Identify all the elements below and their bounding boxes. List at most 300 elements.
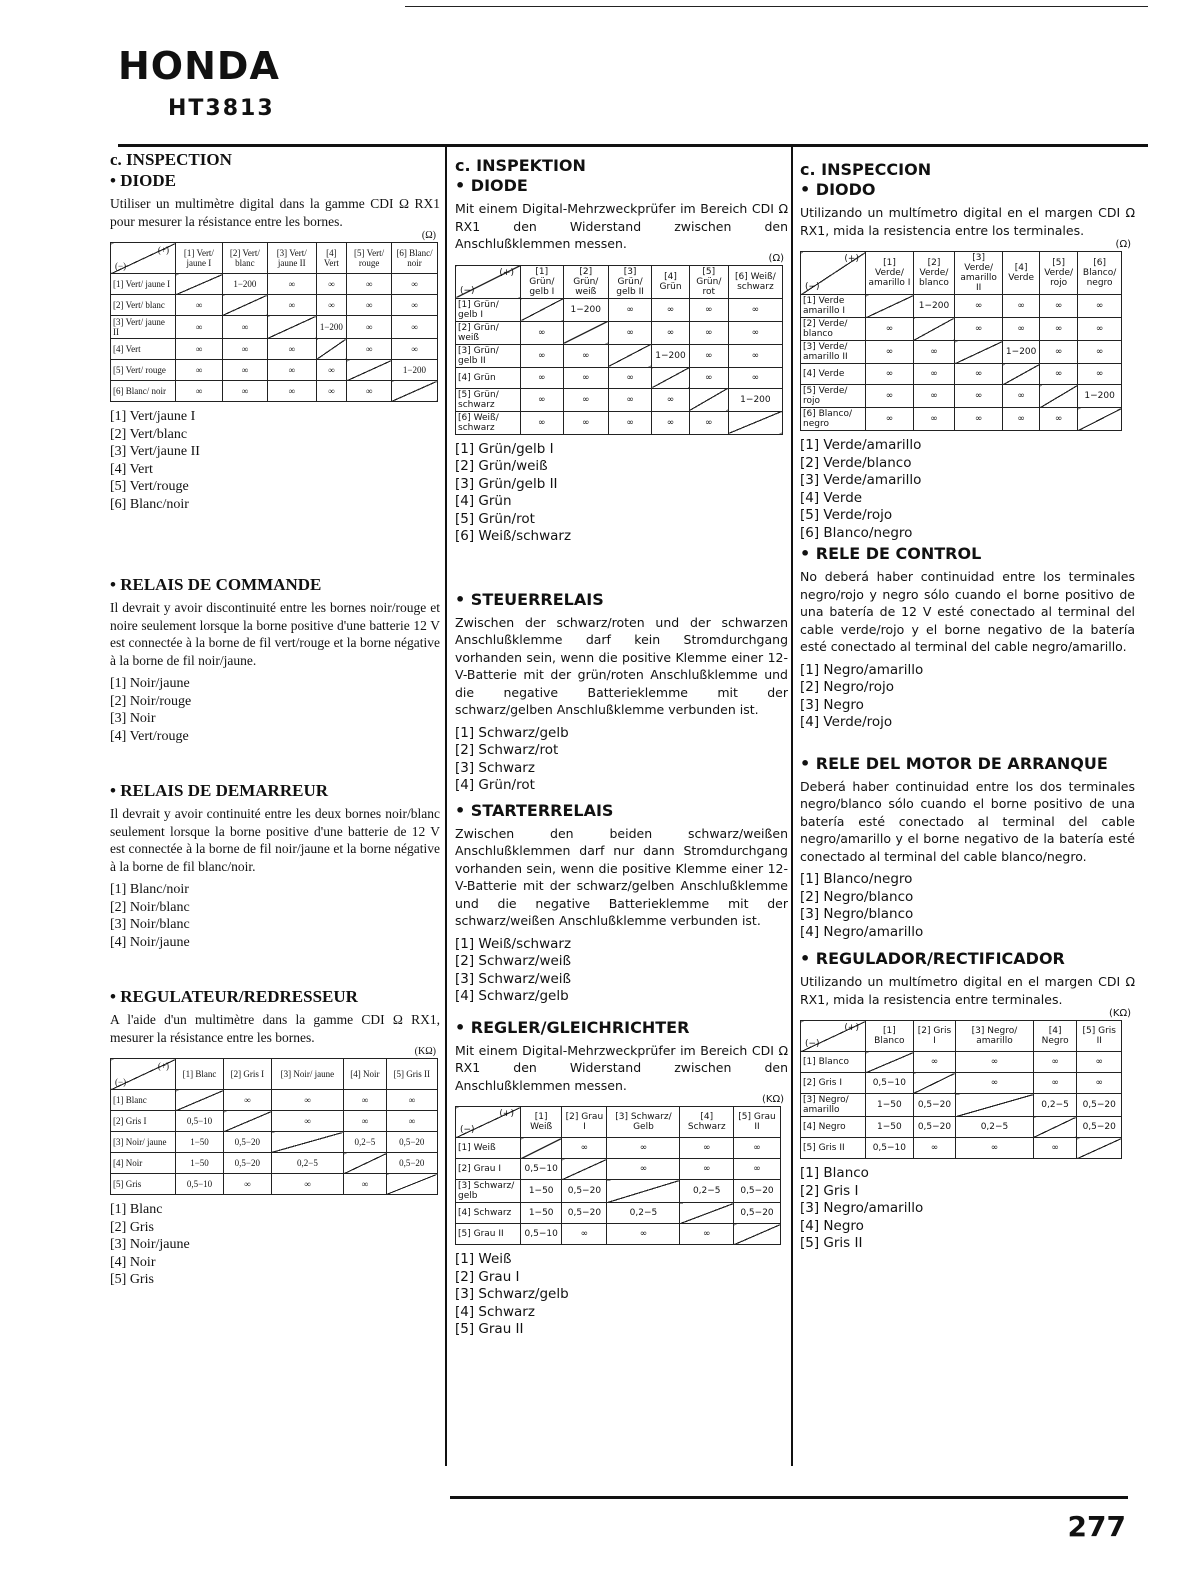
regulator-title: • REGLER/GLEICHRICHTER (455, 1017, 690, 1037)
value-cell: ∞ (344, 1090, 386, 1111)
column-header: [6] Blanc/ noir (391, 243, 437, 274)
value-cell: 0,5−20 (224, 1153, 272, 1174)
column-header: [5] Vert/ rouge (347, 243, 392, 274)
value-cell: ∞ (955, 295, 1003, 318)
value-cell: ∞ (1040, 295, 1078, 318)
regulator-legend (110, 1201, 440, 1289)
diode-legend (110, 408, 440, 513)
row-header: [5] Vert/ rouge (111, 360, 176, 381)
minus-label: (−) (460, 1125, 475, 1135)
value-cell: ∞ (1040, 341, 1078, 364)
value-cell: ∞ (563, 388, 608, 411)
value-cell: 0,5−10 (176, 1174, 224, 1195)
column-header: [1] Weiß (521, 1107, 562, 1138)
value-cell: 0,5−20 (386, 1153, 437, 1174)
value-cell: ∞ (391, 339, 437, 360)
value-cell: ∞ (562, 1138, 607, 1159)
value-cell: ∞ (563, 367, 608, 388)
column-header: [2] Gris I (913, 1021, 956, 1052)
diagonal-cell (652, 367, 690, 388)
value-cell: ∞ (913, 1052, 956, 1073)
legend-item: [2] Grau I (455, 1268, 520, 1285)
value-cell: ∞ (271, 1111, 343, 1132)
diode-title: • DIODO (800, 180, 876, 199)
row-header: [6] Blanc/ noir (111, 381, 176, 402)
diagonal-cell (176, 274, 223, 295)
diagonal-cell (316, 339, 347, 360)
footer-rule (450, 1496, 1128, 1499)
table-corner (801, 1021, 866, 1052)
diagonal-cell (913, 318, 954, 341)
regulator-table (455, 1106, 781, 1245)
legend-item: [3] Schwarz/weiß (455, 970, 572, 987)
value-cell: ∞ (347, 295, 392, 316)
value-cell: ∞ (176, 316, 223, 339)
legend-item: [6] Weiß/schwarz (455, 528, 572, 544)
diode-table (800, 251, 1122, 431)
value-cell: ∞ (521, 411, 564, 434)
legend-item: [5] Grau II (455, 1321, 524, 1337)
column-header: [1] Verde/ amarillo I (866, 252, 914, 295)
value-cell: ∞ (1033, 1052, 1077, 1073)
value-cell: 1−50 (176, 1153, 224, 1174)
row-header: [2] Vert/ blanc (111, 295, 176, 316)
value-cell: ∞ (316, 381, 347, 402)
diagonal-cell (222, 295, 267, 316)
value-cell: ∞ (271, 1174, 343, 1195)
legend-item: [4] Verde/rojo (800, 714, 893, 730)
row-header: [3] Verde/ amarillo II (801, 341, 866, 364)
value-cell: ∞ (728, 367, 782, 388)
column-header: [2] Verde/ blanco (913, 252, 954, 295)
value-cell: ∞ (1078, 318, 1122, 341)
legend-item: [3] Schwarz (455, 759, 535, 776)
legend-item: [4] Grün (455, 493, 512, 509)
row-header: [4] Vert (111, 339, 176, 360)
table-row (801, 1117, 1122, 1138)
diode-legend (800, 437, 1135, 542)
diagonal-cell (224, 1111, 272, 1132)
legend-item: [4] Grün/rot (455, 777, 535, 793)
row-header: [4] Schwarz (456, 1203, 521, 1224)
value-cell: 0,2−5 (1033, 1094, 1077, 1117)
table-row (801, 1052, 1122, 1073)
model-number: HT3813 (168, 96, 275, 121)
starter-relay-legend (110, 881, 440, 951)
top-rule (405, 6, 1148, 7)
value-cell: ∞ (1077, 1052, 1122, 1073)
diagonal-cell (680, 1203, 734, 1224)
legend-item: [3] Negro/blanco (800, 906, 914, 922)
value-cell: 0,5−20 (734, 1203, 781, 1224)
value-cell: ∞ (1033, 1138, 1077, 1159)
value-cell: 1−200 (1078, 385, 1122, 408)
value-cell: 1−200 (316, 316, 347, 339)
legend-item: [5] Grün/rot (455, 510, 535, 527)
legend-item: [4] Vert (110, 461, 153, 477)
value-cell: 0,2−5 (956, 1117, 1034, 1138)
table-row (456, 367, 783, 388)
value-cell: ∞ (1003, 385, 1040, 408)
column-header: [3] Verde/ amarillo II (955, 252, 1003, 295)
row-header: [1] Vert/ jaune I (111, 274, 176, 295)
table-row (801, 341, 1122, 364)
legend-item: [3] Noir/jaune (110, 1237, 190, 1252)
table-row (456, 1180, 781, 1203)
diagonal-cell (1040, 385, 1078, 408)
value-cell: ∞ (913, 1138, 956, 1159)
starter-relay-title: • STARTERRELAIS (455, 800, 614, 820)
table-row (801, 364, 1122, 385)
brand-logo: HONDA (118, 44, 280, 88)
legend-item: [2] Schwarz/weiß (455, 953, 572, 969)
value-cell: 0,2−5 (344, 1132, 386, 1153)
legend-item: [2] Grün/weiß (455, 458, 548, 474)
row-header: [3] Noir/ jaune (111, 1132, 176, 1153)
table-row (111, 1174, 438, 1195)
inspection-title: c. INSPECTION (110, 150, 232, 169)
value-cell: 0,5−20 (562, 1180, 607, 1203)
row-header: [1] Weiß (456, 1138, 521, 1159)
minus-label: (−) (115, 261, 127, 271)
value-cell: ∞ (680, 1224, 734, 1245)
legend-item: [3] Negro (800, 696, 864, 713)
value-cell: 0,5−10 (176, 1111, 224, 1132)
value-cell: ∞ (391, 274, 437, 295)
diagonal-cell (734, 1224, 781, 1245)
value-cell: ∞ (955, 318, 1003, 341)
plus-label: (+) (844, 1023, 859, 1033)
value-cell: ∞ (224, 1174, 272, 1195)
table-row (456, 1203, 781, 1224)
value-cell: 1−50 (176, 1132, 224, 1153)
legend-item: [4] Schwarz/gelb (455, 988, 569, 1004)
row-header: [2] Grün/ weiß (456, 321, 521, 344)
plus-label: (+) (844, 254, 859, 264)
diode-title: • DIODE (455, 176, 528, 195)
row-header: [5] Grün/ schwarz (456, 388, 521, 411)
starter-relay-legend (455, 936, 788, 1006)
value-cell: ∞ (347, 339, 392, 360)
row-header: [1] Grün/ gelb I (456, 298, 521, 321)
row-header: [5] Gris II (801, 1138, 866, 1159)
legend-item: [1] Weiß (455, 1251, 512, 1267)
table-row (456, 388, 783, 411)
column-header: [2] Vert/ blanc (222, 243, 267, 274)
diagonal-cell (1077, 1138, 1122, 1159)
row-header: [1] Verde amarillo I (801, 295, 866, 318)
relay-command-title: • STEUERRELAIS (455, 589, 604, 609)
value-cell: 1−50 (521, 1180, 562, 1203)
value-cell: ∞ (866, 364, 914, 385)
diagonal-cell (344, 1153, 386, 1174)
diagonal-cell (1078, 408, 1122, 431)
row-header: [1] Blanc (111, 1090, 176, 1111)
column-header: [4] Verde (1003, 252, 1040, 295)
column-header: [5] Gris II (386, 1059, 437, 1090)
column-header: [4] Schwarz (680, 1107, 734, 1138)
regulator-text: Utilizando un multímetro digital en el margen CDI Ω RX1, mida la resistencia entre terminales. (800, 974, 1135, 1007)
value-cell: 0,5−10 (521, 1159, 562, 1180)
table-row (111, 295, 438, 316)
diode-title: • DIODE (110, 171, 176, 190)
table-corner (801, 252, 866, 295)
table-corner (456, 1107, 521, 1138)
legend-item: [6] Blanc/noir (110, 496, 189, 512)
plus-label: (+) (157, 1061, 169, 1071)
diagonal-cell (866, 295, 914, 318)
value-cell: 1−200 (652, 344, 690, 367)
value-cell: ∞ (866, 408, 914, 431)
column-spanish (800, 160, 1135, 1253)
relay-command-legend (455, 725, 788, 795)
legend-item: [3] Noir (110, 711, 156, 726)
table-corner (111, 243, 176, 274)
table-row (456, 298, 783, 321)
diagonal-cell (607, 1180, 680, 1203)
value-cell: ∞ (913, 341, 954, 364)
diagonal-cell (728, 411, 782, 434)
diagonal-cell (386, 1174, 437, 1195)
diagonal-cell (347, 360, 392, 381)
table-row (456, 321, 783, 344)
row-header: [3] Negro/ amarillo (801, 1094, 866, 1117)
table-row (456, 411, 783, 434)
legend-item: [1] Vert/jaune I (110, 409, 196, 424)
legend-item: [2] Vert/blanc (110, 426, 188, 442)
value-cell: ∞ (521, 321, 564, 344)
value-cell: ∞ (955, 385, 1003, 408)
starter-relay-legend (800, 871, 1135, 941)
value-cell: ∞ (680, 1159, 734, 1180)
value-cell: ∞ (607, 1159, 680, 1180)
starter-relay-title: • RELAIS DE DEMARREUR (110, 781, 329, 800)
legend-item: [5] Vert/rouge (110, 479, 189, 494)
legend-item: [4] Noir (110, 1254, 156, 1270)
table-row (111, 1153, 438, 1174)
value-cell: ∞ (955, 408, 1003, 431)
value-cell: 0,5−20 (913, 1094, 956, 1117)
value-cell: 0,5−10 (866, 1073, 914, 1094)
value-cell: ∞ (1078, 341, 1122, 364)
value-cell: ∞ (521, 344, 564, 367)
value-cell: ∞ (267, 339, 316, 360)
row-header: [5] Gris (111, 1174, 176, 1195)
row-header: [2] Verde/ blanco (801, 318, 866, 341)
value-cell: ∞ (562, 1224, 607, 1245)
table-row (801, 1073, 1122, 1094)
value-cell: ∞ (267, 295, 316, 316)
regulator-title: • REGULATEUR/REDRESSEUR (110, 987, 358, 1006)
value-cell: 0,2−5 (680, 1180, 734, 1203)
column-header: [5] Verde/ rojo (1040, 252, 1078, 295)
table-row (111, 1111, 438, 1132)
value-cell: ∞ (734, 1138, 781, 1159)
value-cell: 0,5−20 (734, 1180, 781, 1203)
value-cell: ∞ (1078, 295, 1122, 318)
table-row (456, 344, 783, 367)
legend-item: [1] Blanc (110, 1202, 163, 1217)
column-header: [3] Noir/ jaune (271, 1059, 343, 1090)
legend-item: [4] Negro/amarillo (800, 923, 924, 940)
column-header: [2] Grün/ weiß (563, 265, 608, 298)
row-header: [5] Verde/ rojo (801, 385, 866, 408)
table-row (456, 1224, 781, 1245)
table-row (456, 1138, 781, 1159)
value-cell: ∞ (386, 1111, 437, 1132)
diagonal-cell (689, 388, 728, 411)
value-cell: 0,5−20 (386, 1132, 437, 1153)
legend-item: [3] Verde/amarillo (800, 472, 922, 488)
legend-item: [2] Noir/blanc (110, 899, 190, 915)
legend-item: [4] Schwarz (455, 1303, 535, 1320)
column-header: [3] Schwarz/ Gelb (607, 1107, 680, 1138)
starter-relay-text: Zwischen den beiden schwarz/weißen Anschlußklemmen darf nur dann Stromdurchgang vorhanden sein, wenn die positive Klemme einer 12-V-Batterie mit der schwarz/gelben Anschlußklemme und die negative Batterieklemme mit der schwarz/weißen Anschlußklemme verbunden ist. (455, 825, 788, 928)
row-header: [6] Blanco/ negro (801, 408, 866, 431)
value-cell: ∞ (1078, 364, 1122, 385)
value-cell: 1−50 (866, 1117, 914, 1138)
regulator-text: Mit einem Digital-Mehrzweckprüfer im Bereich CDI Ω RX1 den Widerstand zwischen den Anschlußklemmen messen. (455, 1042, 788, 1093)
value-cell: 1−200 (391, 360, 437, 381)
value-cell: 1−200 (913, 295, 954, 318)
value-cell: 1−200 (728, 388, 782, 411)
diode-text: Utilizando un multímetro digital en el margen CDI Ω RX1, mida la resistencia entre los terminales. (800, 205, 1135, 238)
column-header: [3] Grün/ gelb II (608, 265, 651, 298)
starter-relay-text: Deberá haber continuidad entre los dos terminales negro/blanco sólo cuando el borne positivo de una batería esté conectado al terminal del cable negro/amarillo y el borne negativo de la batería esté conectado al terminal del cable blanco/negro. (800, 778, 1135, 864)
value-cell: ∞ (224, 1090, 272, 1111)
column-german (455, 156, 788, 1339)
value-cell: 0,5−20 (1077, 1117, 1122, 1138)
legend-item: [1] Verde/amarillo (800, 437, 922, 453)
relay-command-text: Il devrait y avoir discontinuité entre les bornes noir/rouge et noire seulement lorsque la borne positive d'une batterie 12 V est connectée à la borne de fil vert/rouge et la borne négative à la borne de fil noir/jaune. (110, 600, 440, 668)
row-header: [4] Verde (801, 364, 866, 385)
row-header: [2] Grau I (456, 1159, 521, 1180)
row-header: [5] Grau II (456, 1224, 521, 1245)
table-row (111, 274, 438, 295)
relay-command-title: • RELAIS DE COMMANDE (110, 575, 322, 594)
legend-item: [1] Negro/amarillo (800, 661, 924, 678)
row-header: [3] Vert/ jaune II (111, 316, 176, 339)
value-cell: 0,5−20 (1077, 1094, 1122, 1117)
value-cell: ∞ (728, 298, 782, 321)
legend-item: [6] Blanco/negro (800, 524, 913, 541)
legend-item: [5] Gris II (800, 1235, 863, 1251)
table-row (801, 385, 1122, 408)
value-cell: ∞ (680, 1138, 734, 1159)
column-divider-2 (791, 146, 793, 1466)
value-cell: ∞ (689, 298, 728, 321)
diagonal-cell (391, 381, 437, 402)
legend-item: [5] Gris (110, 1272, 154, 1287)
legend-item: [2] Schwarz/rot (455, 742, 559, 758)
diagonal-cell (866, 1052, 914, 1073)
value-cell: ∞ (344, 1111, 386, 1132)
value-cell: ∞ (866, 318, 914, 341)
page-number: 277 (1067, 1510, 1126, 1543)
relay-command-text: Zwischen der schwarz/roten und der schwarzen Anschlußklemme darf kein Stromdurchgang vorhanden sein, wenn die positive Klemme einer 12-V-Batterie mit der grün/roten Anschlußklemme und die negative Batterieklemme mit der schwarz/gelben Anschlußklemme verbunden ist. (455, 614, 788, 717)
value-cell: ∞ (521, 367, 564, 388)
row-header: [3] Grün/ gelb II (456, 344, 521, 367)
diagonal-cell (1033, 1117, 1077, 1138)
table-row (456, 1159, 781, 1180)
value-cell: ∞ (1033, 1073, 1077, 1094)
regulator-table (110, 1058, 438, 1195)
value-cell: ∞ (1040, 408, 1078, 431)
legend-item: [3] Noir/blanc (110, 917, 190, 932)
legend-item: [2] Negro/blanco (800, 888, 914, 905)
legend-item: [1] Blanco/negro (800, 871, 913, 887)
unit-label: (KΩ) (414, 1046, 436, 1057)
plus-label: (+) (157, 245, 169, 255)
value-cell: ∞ (956, 1073, 1034, 1094)
plus-label: (+) (499, 267, 514, 278)
diagonal-cell (521, 298, 564, 321)
relay-command-title: • RELE DE CONTROL (800, 544, 982, 563)
legend-item: [5] Verde/rojo (800, 507, 893, 523)
table-row (111, 1132, 438, 1153)
value-cell: ∞ (913, 408, 954, 431)
value-cell: ∞ (1003, 408, 1040, 431)
legend-item: [4] Vert/rouge (110, 728, 189, 744)
table-row (111, 316, 438, 339)
column-french (110, 150, 440, 1289)
value-cell: ∞ (316, 295, 347, 316)
value-cell: ∞ (222, 316, 267, 339)
value-cell: ∞ (956, 1138, 1034, 1159)
column-header: [2] Grau I (562, 1107, 607, 1138)
diagonal-cell (267, 316, 316, 339)
value-cell: ∞ (347, 274, 392, 295)
value-cell: ∞ (913, 364, 954, 385)
relay-command-legend (110, 675, 440, 745)
column-header: [4] Grün (652, 265, 690, 298)
value-cell: ∞ (271, 1090, 343, 1111)
value-cell: ∞ (222, 381, 267, 402)
column-header: [5] Grau II (734, 1107, 781, 1138)
value-cell: ∞ (689, 344, 728, 367)
value-cell: ∞ (607, 1224, 680, 1245)
value-cell: 1−50 (521, 1203, 562, 1224)
diode-text: Mit einem Digital-Mehrzweckprüfer im Bereich CDI Ω RX1 den Widerstand zwischen den Anschlußklemmen messen. (455, 201, 788, 251)
unit-label: (KΩ) (1108, 1008, 1131, 1019)
legend-item: [1] Weiß/schwarz (455, 935, 572, 952)
diagonal-cell (176, 1090, 224, 1111)
column-header: [1] Blanco (866, 1021, 914, 1052)
legend-item: [2] Gris (110, 1219, 154, 1235)
value-cell: ∞ (391, 316, 437, 339)
value-cell: ∞ (222, 360, 267, 381)
row-header: [2] Gris I (111, 1111, 176, 1132)
minus-label: (−) (115, 1077, 127, 1087)
minus-label: (−) (460, 285, 475, 296)
table-corner (456, 265, 521, 298)
column-divider-1 (445, 146, 447, 1466)
value-cell: ∞ (176, 339, 223, 360)
value-cell: ∞ (176, 295, 223, 316)
value-cell: ∞ (652, 298, 690, 321)
value-cell: ∞ (728, 344, 782, 367)
inspection-title: c. INSPEKTION (455, 156, 586, 175)
relay-command-text: No deberá haber continuidad entre los terminales negro/rojo y negro sólo cuando el borne positivo de una batería de 12 V esté conectado al terminal del cable verde/rojo y el borne negativo de la batería esté conectado al terminal del cable negro/amarillo. (800, 569, 1135, 654)
value-cell: ∞ (608, 367, 651, 388)
value-cell: ∞ (607, 1138, 680, 1159)
column-header: [3] Negro/ amarillo (956, 1021, 1034, 1052)
diode-table (110, 242, 438, 402)
row-header: [4] Grün (456, 367, 521, 388)
value-cell: ∞ (734, 1159, 781, 1180)
value-cell: ∞ (1003, 295, 1040, 318)
table-row (801, 318, 1122, 341)
